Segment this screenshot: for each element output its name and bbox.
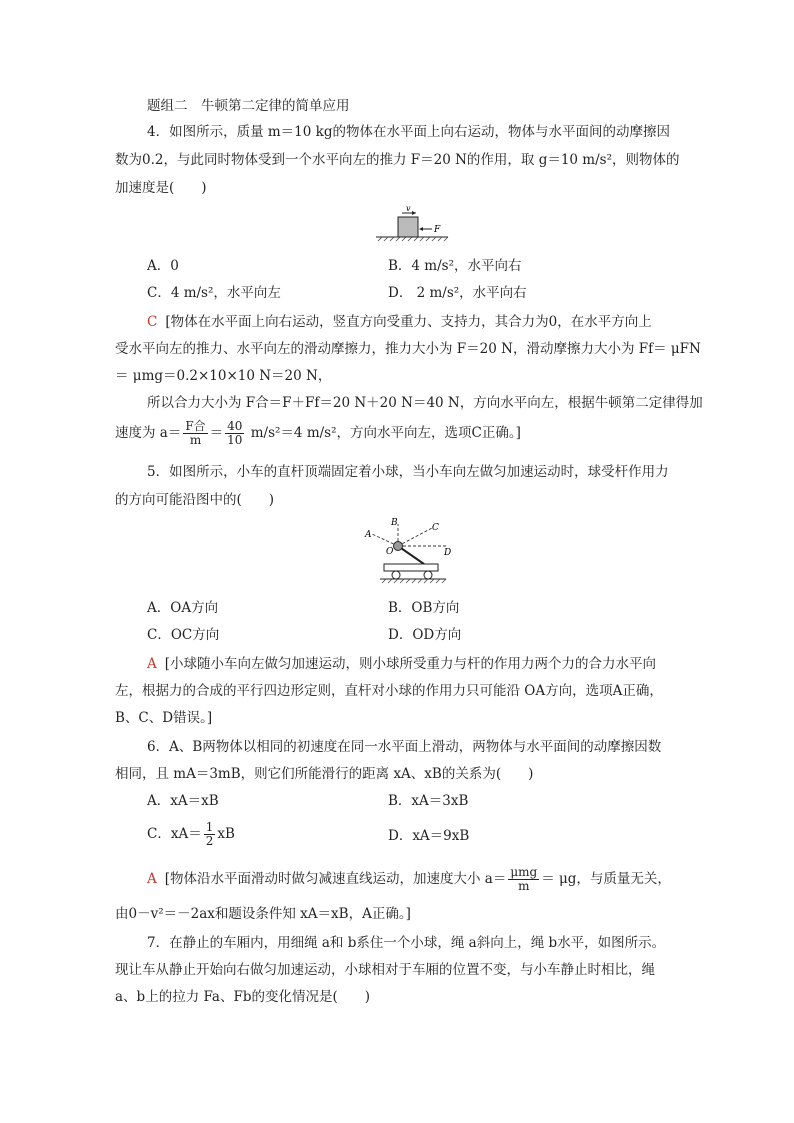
- q7-line-3: a、b上的拉力 Fa、Fb的变化情况是( ): [115, 989, 371, 1005]
- q5-line-1: 5．如图所示，小车的直杆顶端固定着小球，当小车向左做匀加速运动时，球受杆作用力: [147, 464, 669, 480]
- q4-answer-5-prefix: 速度为 a＝: [115, 425, 182, 441]
- q4-figure-block-on-ground: [372, 203, 452, 243]
- q5-answer-letter: A: [147, 656, 157, 672]
- q4-figure-label-v: v: [406, 204, 411, 213]
- q4-answer-letter: C: [147, 314, 158, 330]
- q4-answer-text-1: [物体在水平面上向右运动，竖直方向受重力、支持力，其合力为0，在水平方向上: [165, 314, 652, 330]
- q4-answer-line-4: 所以合力大小为 F合＝F＋Ff＝20 N＋20 N＝40 N，方向水平向左，根据牛顿第二定律得加: [147, 395, 703, 411]
- q6-answer-fraction: [508, 866, 539, 893]
- q4-fraction-force-mass: [183, 420, 207, 447]
- q4-fraction-1-numerator: F合: [185, 419, 206, 433]
- q6-option-c-numerator: 1: [205, 820, 214, 834]
- q4-answer-5-suffix: m/s²＝4 m/s²，方向水平向左，选项C正确。]: [246, 425, 521, 441]
- q6-answer-numerator: μmg: [510, 865, 538, 879]
- q5-figure-cart-with-ball: [362, 516, 458, 588]
- q5-option-c: C．OC方向: [147, 627, 220, 643]
- q5-option-a: A．OA方向: [147, 600, 219, 616]
- q6-option-c: [147, 821, 235, 848]
- q6-option-b: B．xA＝3xB: [388, 793, 469, 809]
- q6-option-c-prefix: C．xA＝: [147, 826, 202, 842]
- q5-figure-label-C: C: [432, 523, 439, 533]
- q4-answer-line-2: 受水平向左的推力、水平向左的滑动摩擦力，推力大小为 F＝20 N，滑动摩擦力大小为 Ff＝ μFN: [115, 341, 701, 357]
- section-title: 题组二 牛顿第二定律的简单应用: [147, 98, 350, 114]
- q6-answer-line-2: 由0－v²＝－2ax和题设条件知 xA＝xB，A正确。]: [115, 906, 411, 922]
- q4-answer-line-3: ＝ μmg＝0.2×10×10 N＝20 N，: [115, 368, 332, 384]
- q5-option-d: D．OD方向: [388, 627, 462, 643]
- q4-option-b: B．4 m/s²，水平向右: [388, 258, 522, 274]
- q5-answer-line-2: 左，根据力的合成的平行四边形定则，直杆对小球的作用力只可能沿 OA方向，选项A正确，: [115, 683, 663, 699]
- q5-figure-label-D: D: [444, 548, 452, 558]
- q4-figure-label-F: F: [434, 225, 441, 235]
- q4-line-3: 加速度是( ): [115, 180, 207, 196]
- q7-line-1: 7．在静止的车厢内，用细绳 a和 b系住一个小球，绳 a斜向上，绳 b水平，如图所示。: [147, 935, 666, 951]
- q5-line-2: 的方向可能沿图中的( ): [115, 492, 275, 508]
- q5-figure-label-A: A: [365, 530, 372, 540]
- q6-option-d: D．xA＝9xB: [388, 828, 470, 844]
- q4-fraction-2-denominator: 10: [227, 433, 243, 447]
- q6-line-1: 6．A、B两物体以相同的初速度在同一水平面上滑动，两物体与水平面间的动摩擦因数: [147, 739, 662, 755]
- q6-answer-1-suffix: ＝ μg，与质量无关，: [541, 871, 671, 887]
- q6-option-c-suffix: xB: [217, 826, 235, 842]
- q4-fraction-40-10: [225, 420, 244, 447]
- q4-answer-line-5: [115, 420, 521, 447]
- q5-answer-text-1: [小球随小车向左做匀加速运动，则小球所受重力与杆的作用力两个力的合力水平向: [164, 656, 657, 672]
- q5-figure-label-O: O: [386, 547, 394, 557]
- q5-figure-label-B: B: [391, 518, 398, 528]
- q6-line-2: 相同，且 mA＝3mB，则它们所能滑行的距离 xA、xB的关系为( ): [115, 766, 534, 782]
- q6-answer-line-1: [147, 866, 671, 893]
- q4-answer-5-equals: ＝: [209, 425, 224, 441]
- q5-option-b: B．OB方向: [388, 600, 460, 616]
- q5-answer-line-1: [147, 654, 656, 674]
- q4-fraction-1-denominator: m: [189, 433, 202, 447]
- q6-answer-letter: A: [147, 871, 157, 887]
- q5-answer-line-3: B、C、D错误。]: [115, 710, 213, 726]
- q6-answer-denominator: m: [518, 879, 530, 893]
- q4-answer-line-1: [147, 312, 652, 332]
- q4-fraction-2-numerator: 40: [227, 419, 243, 433]
- q4-option-d: D． 2 m/s²，水平向右: [388, 285, 527, 301]
- q4-option-a: A．0: [147, 258, 179, 274]
- q4-line-2: 数为0.2，与此同时物体受到一个水平向左的推力 F＝20 N的作用，取 g＝10 m/s²，则物体的: [115, 152, 680, 168]
- q6-option-c-fraction: [204, 821, 216, 848]
- q6-option-c-denominator: 2: [205, 834, 214, 848]
- q4-option-c: C．4 m/s²，水平向左: [147, 285, 281, 301]
- q7-line-2: 现让车从静止开始向右做匀加速运动，小球相对于车厢的位置不变，与小车静止时相比，绳: [115, 962, 655, 978]
- q6-option-a: A．xA＝xB: [147, 793, 219, 809]
- q6-answer-1-prefix: [物体沿水平面滑动时做匀减速直线运动，加速度大小 a＝: [164, 871, 507, 887]
- q4-line-1: 4．如图所示，质量 m＝10 kg的物体在水平面上向右运动，物体与水平面间的动摩擦因: [147, 124, 670, 140]
